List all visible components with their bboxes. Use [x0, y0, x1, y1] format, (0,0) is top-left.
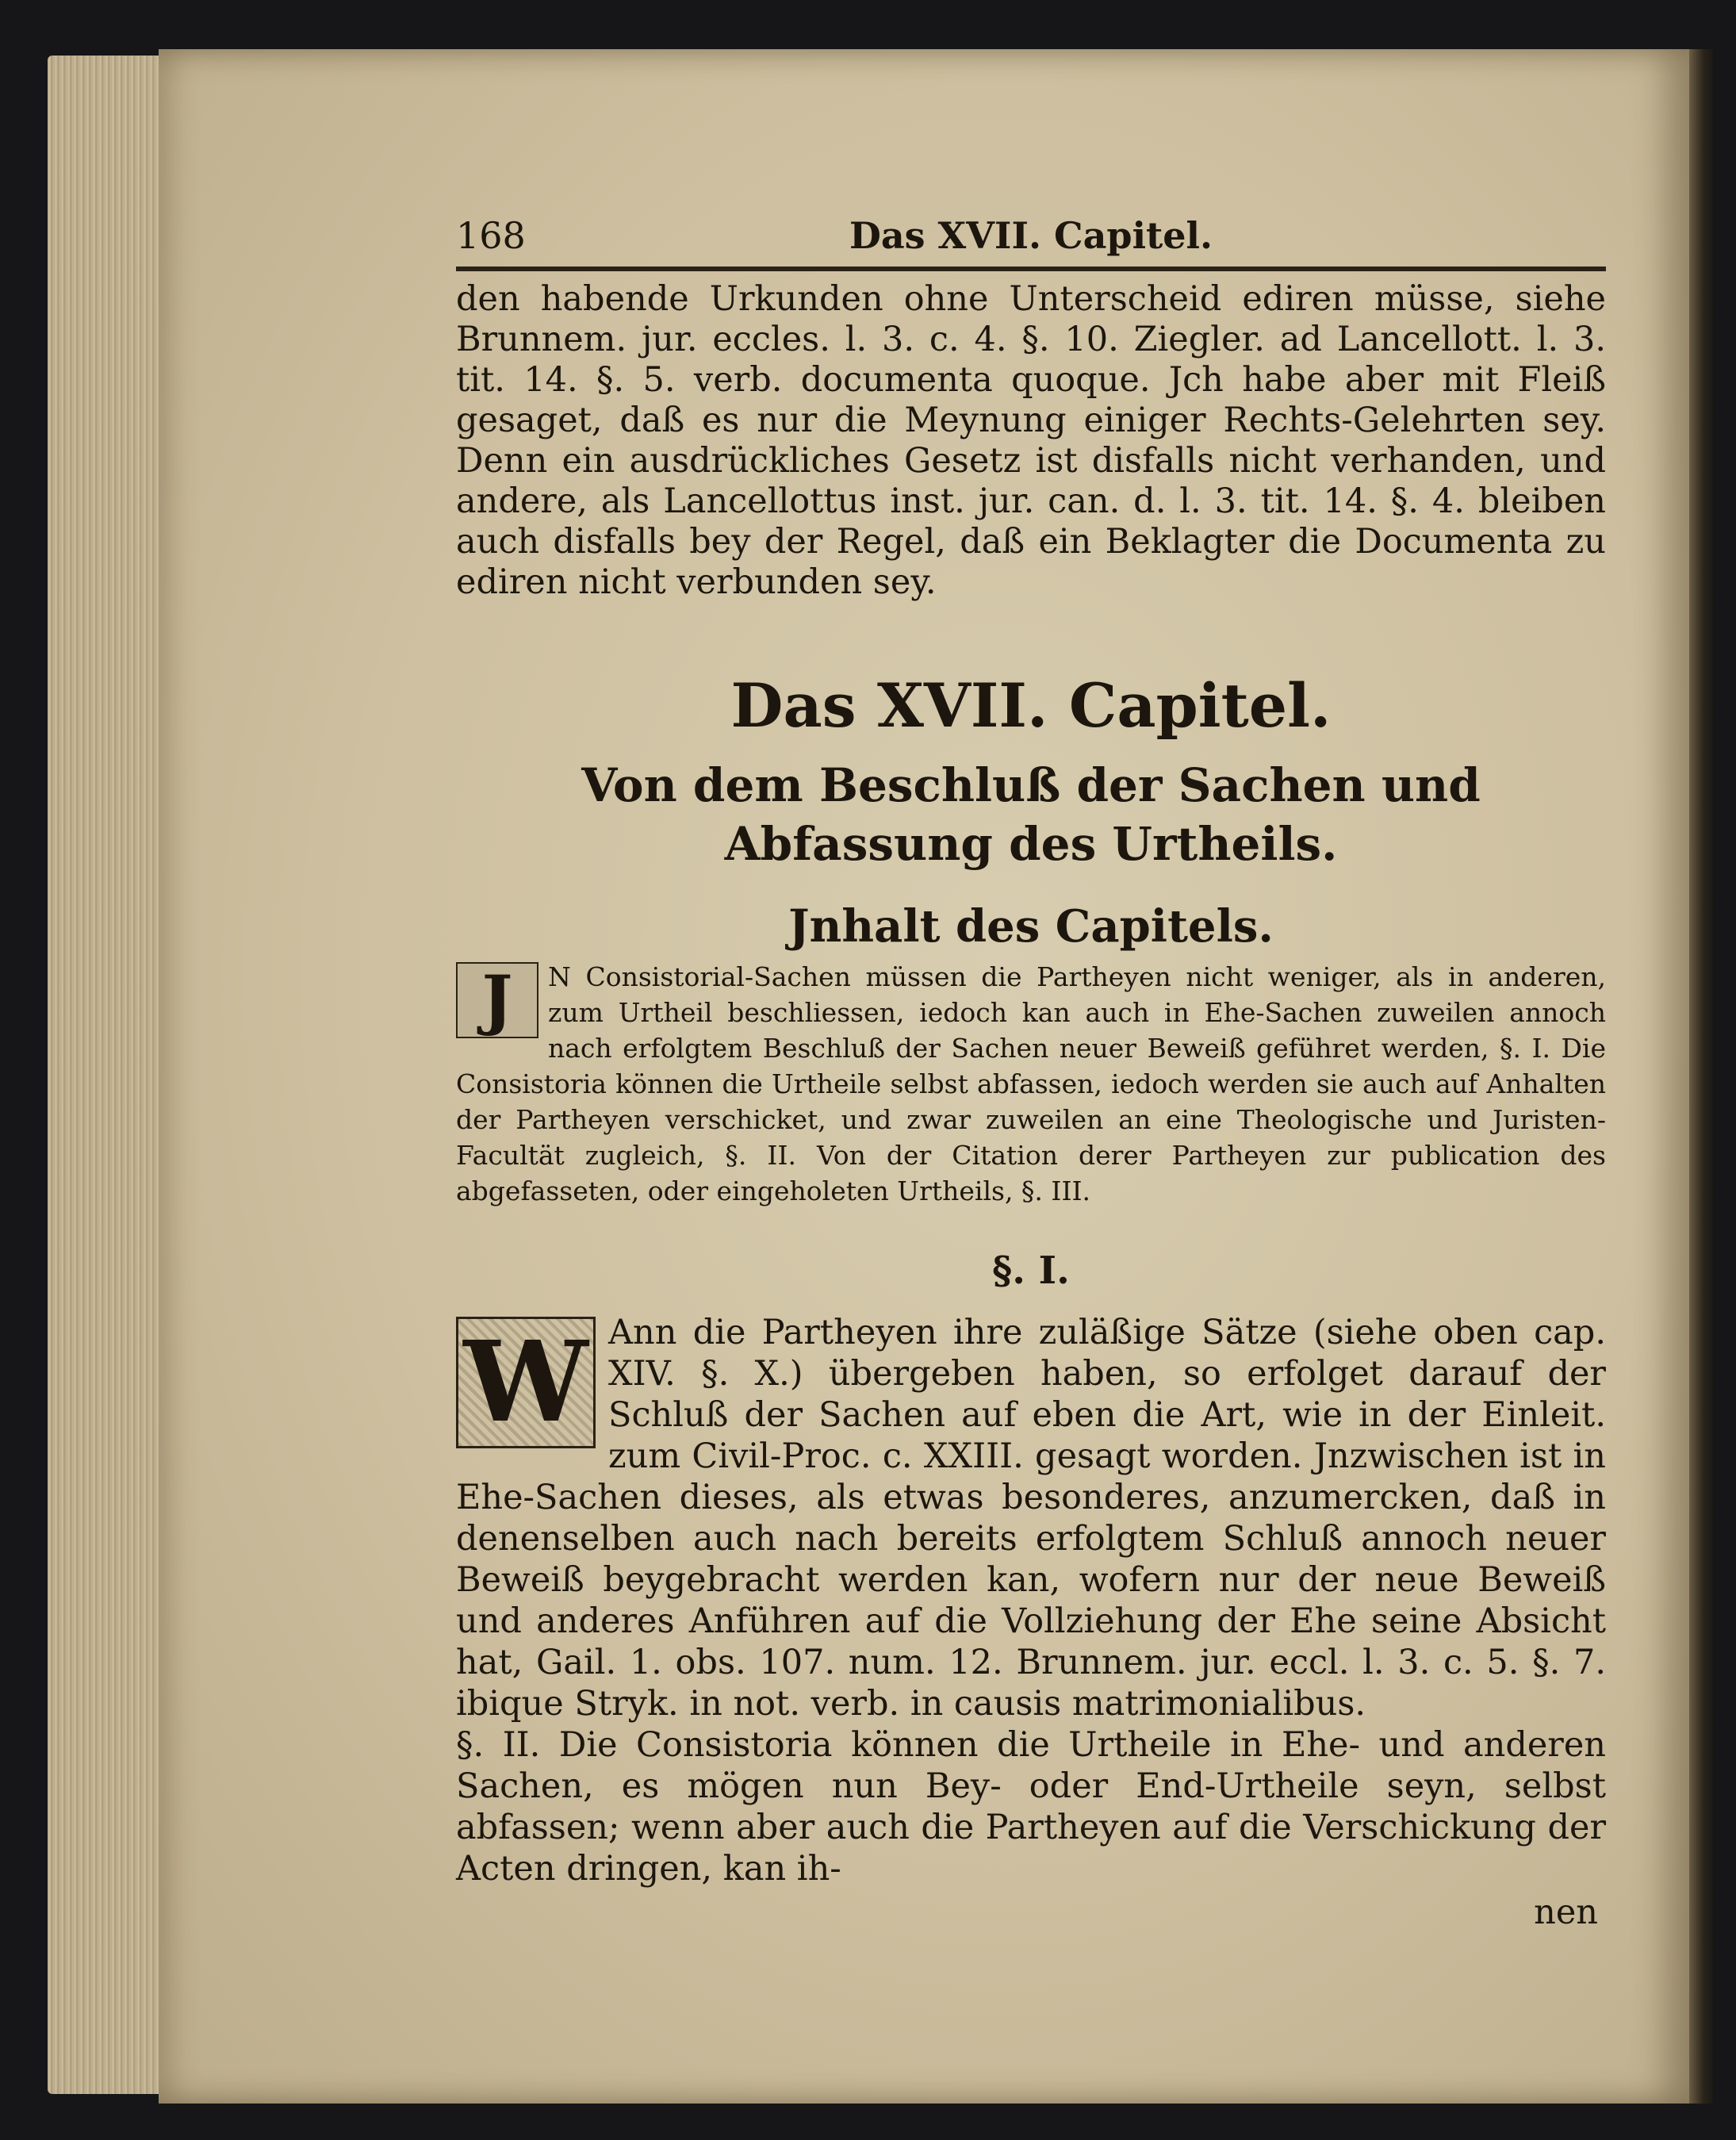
running-title: Das XVII. Capitel. [849, 214, 1213, 257]
summary-initial: J [456, 962, 538, 1038]
top-paragraph: den habende Urkunden ohne Unterscheid ediren müsse, siehe Brunnem. jur. eccles. l. 3. c. 4. §. 10. Ziegler. ad Lancellott. l. 3. tit. 14. §. 5. verb. documenta quoque. Jch habe aber mit Fleiß gesaget, daß es nur die Meynung einiger Rechts-Gelehrten sey. Denn ein ausdrückliches Gesetz ist disfalls nicht verhanden, und andere, als Lancellottus inst. jur. can. d. l. 3. tit. 14. §. 4. bleiben auch disfalls bey der Regel, daß ein Beklagter die Documenta zu ediren nicht verbunden sey. [456, 279, 1606, 602]
chapter-subtitle: Von dem Beschluß der Sachen und Abfassung des Urtheils. [581, 758, 1481, 871]
page-number: 168 [456, 214, 526, 257]
header-rule [456, 267, 1606, 271]
section-2-paragraph: §. II. Die Consistoria können die Urtheile in Ehe- und anderen Sachen, es mögen nun Bey- oder End-Urtheile seyn, selbst abfassen; wenn aber auch die Partheyen auf die Verschickung der Acten dringen, kan ih- [456, 1725, 1606, 1889]
summary-text: N Consistorial-Sachen müssen die Partheyen nicht weniger, als in anderen, zum Urtheil beschliessen, iedoch kan auch in Ehe-Sachen zuweilen annoch nach erfolgtem Beschluß der Sachen neuer Beweiß geführet werden, §. I. Die Consistoria können die Urtheile selbst abfassen, iedoch werden sie auch auf Anhalten der Partheyen verschicket, und zwar zuweilen an eine Theologische und Juristen-Facultät zugleich, §. II. Von der Citation derer Partheyen zur publication des abgefasseten, oder eingeholeten Urtheils, §. III. [456, 961, 1606, 1206]
ornamental-initial: W [456, 1317, 596, 1448]
chapter-summary [456, 959, 1606, 1209]
section-1-text: Ann die Partheyen ihre zuläßige Sätze (siehe oben cap. XIV. §. X.) übergeben haben, so erfolget darauf der Schluß der Sachen auf eben die Art, wie in der Einleit. zum Civil-Proc. c. XXIII. gesagt worden. Jnzwischen ist in Ehe-Sachen dieses, als etwas besonderes, anzumercken, daß in denenselben auch nach bereits erfolgtem Schluß annoch neuer Beweiß beygebracht werden kan, wofern nur der neue Beweiß und anderes Anführen auf die Vollziehung der Ehe seine Absicht hat, Gail. 1. obs. 107. num. 12. Brunnem. jur. eccl. l. 3. c. 5. §. 7. ibique Stryk. in not. verb. in causis matrimonialibus. [456, 1313, 1606, 1724]
contents-heading: Jnhalt des Capitels. [788, 900, 1274, 953]
chapter-title: Das XVII. Capitel. [730, 670, 1332, 741]
running-head [456, 214, 1606, 263]
catchword: nen [1534, 1893, 1598, 1932]
book-gutter [1689, 49, 1713, 2104]
page-text-block [456, 214, 1606, 1932]
section-mark: §. I. [992, 1248, 1070, 1293]
section-1-paragraph [456, 1312, 1606, 1724]
